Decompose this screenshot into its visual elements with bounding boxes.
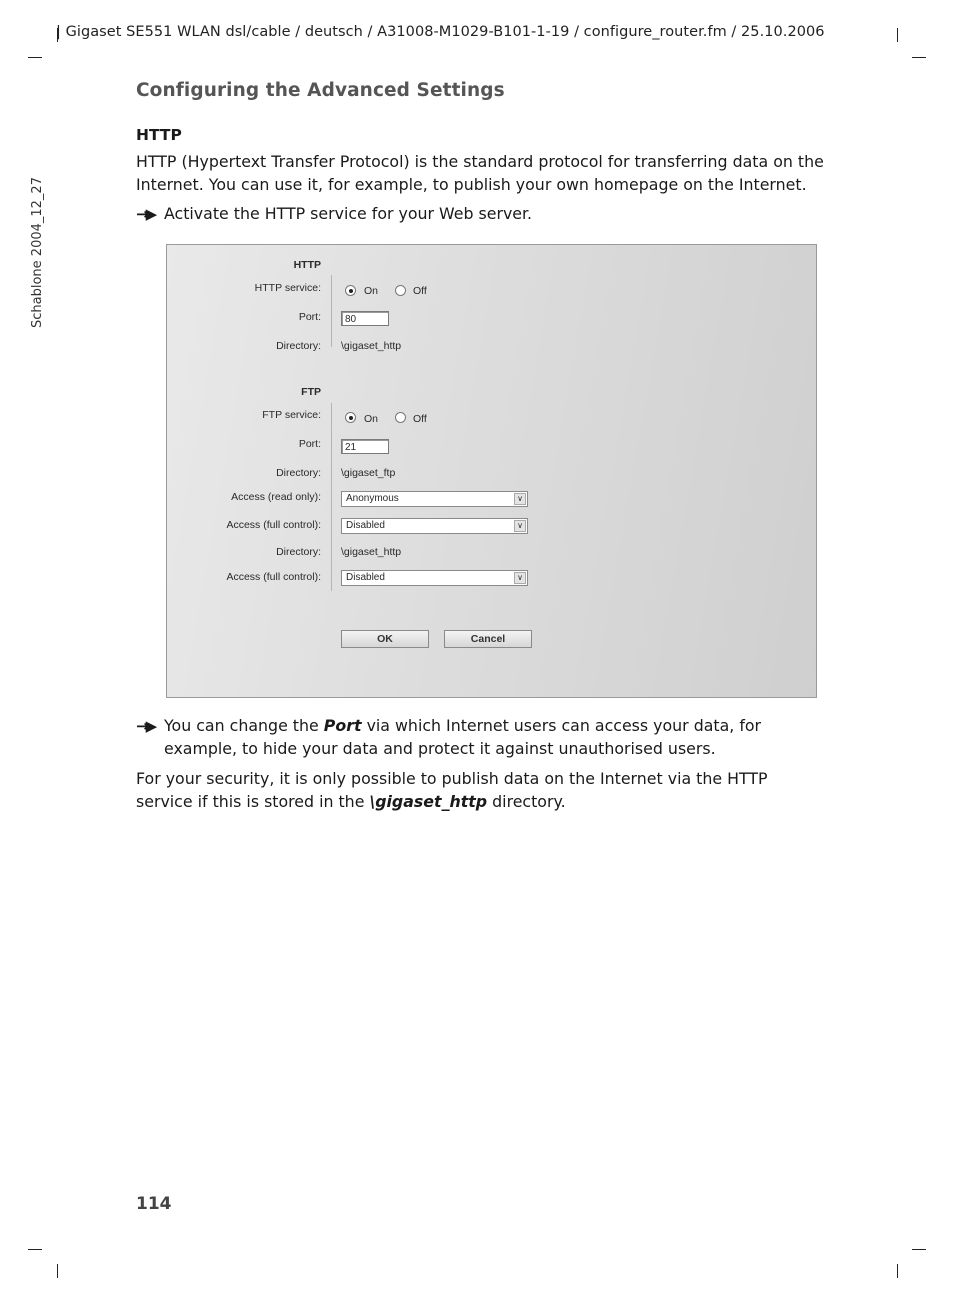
crop-mark [897, 28, 898, 42]
access-read-value: Anonymous [346, 493, 399, 504]
http-directory-label: Directory: [276, 340, 321, 352]
crop-mark [912, 1249, 926, 1250]
ok-button[interactable]: OK [341, 630, 429, 648]
bullet-change-port [136, 715, 826, 760]
chevron-down-icon[interactable]: ∨ [514, 572, 526, 584]
section-title: Configuring the Advanced Settings [136, 80, 505, 101]
access-full2-label: Access (full control): [226, 571, 321, 583]
crop-mark [28, 57, 42, 58]
http-service-off-label: Off [413, 285, 427, 297]
access-read-label: Access (read only): [231, 491, 321, 503]
access-full-label: Access (full control): [226, 519, 321, 531]
http-heading: HTTP [136, 126, 182, 144]
bullet-activate-http [136, 203, 826, 226]
access-read-select[interactable] [341, 491, 528, 507]
router-config-screenshot [166, 244, 817, 698]
crop-mark [897, 1264, 898, 1278]
divider [331, 403, 332, 591]
crop-mark [28, 1249, 42, 1250]
intro-paragraph: HTTP (Hypertext Transfer Protocol) is the standard protocol for transferring data on the Internet. You can use it, for example, to publish your own homepage on the Internet. [136, 152, 824, 194]
access-full-value: Disabled [346, 520, 385, 531]
ftp-service-on-label: On [364, 413, 379, 425]
http-directory-value: \gigaset_http [341, 340, 402, 352]
http-service-on-label: On [364, 285, 379, 297]
ftp-service-off-radio[interactable] [395, 412, 406, 423]
http-service-off-radio[interactable] [395, 285, 406, 296]
arrow-icon: →▶ [136, 717, 155, 735]
crop-mark [57, 1264, 58, 1278]
directory2-label: Directory: [276, 546, 321, 558]
http-port-input[interactable]: 80 [341, 311, 389, 326]
text-fragment: directory. [487, 791, 566, 811]
http-service-label: HTTP service: [254, 282, 321, 294]
divider [331, 275, 332, 347]
directory-emphasis: \gigaset_http [369, 791, 488, 811]
http-port-label: Port: [298, 311, 321, 323]
ftp-service-off-label: Off [413, 413, 427, 425]
access-full2-value: Disabled [346, 572, 385, 583]
text-fragment: via which Internet users can access your data, for example, to hide your data and protect it against unauthorised users. [164, 716, 762, 758]
security-paragraph [136, 768, 826, 813]
http-service-on-radio[interactable] [345, 285, 356, 296]
text-fragment: You can change the [164, 716, 324, 735]
ftp-service-on-radio[interactable] [345, 412, 356, 423]
access-full-select[interactable] [341, 518, 528, 534]
chevron-down-icon[interactable]: ∨ [514, 520, 526, 532]
port-emphasis: Port [323, 716, 362, 735]
chevron-down-icon[interactable]: ∨ [514, 493, 526, 505]
arrow-icon: →▶ [136, 205, 155, 223]
cancel-button[interactable]: Cancel [444, 630, 532, 648]
ftp-directory-label: Directory: [276, 467, 321, 479]
directory2-value: \gigaset_http [341, 546, 402, 558]
bullet-text [164, 715, 826, 760]
template-side-label: Schablone 2004_12_27 [30, 177, 45, 328]
text-fragment: For your security, it is only possible to publish data on the Internet via the HTTP service if this is stored in the [136, 769, 768, 811]
ftp-service-label: FTP service: [262, 409, 321, 421]
ftp-port-input[interactable]: 21 [341, 439, 389, 454]
ftp-group-label: FTP [301, 386, 321, 398]
ftp-port-label: Port: [298, 438, 321, 450]
crop-mark [912, 57, 926, 58]
page-number: 114 [136, 1194, 172, 1214]
document-header: | Gigaset SE551 WLAN dsl/cable / deutsch / A31008-M1029-B101-1-19 / configure_router.fm / 25.10.2006 [56, 24, 825, 40]
ftp-directory-value: \gigaset_ftp [341, 467, 396, 479]
bullet-text: Activate the HTTP service for your Web server. [164, 204, 533, 223]
http-group-label: HTTP [293, 259, 321, 271]
access-full2-select[interactable] [341, 570, 528, 586]
